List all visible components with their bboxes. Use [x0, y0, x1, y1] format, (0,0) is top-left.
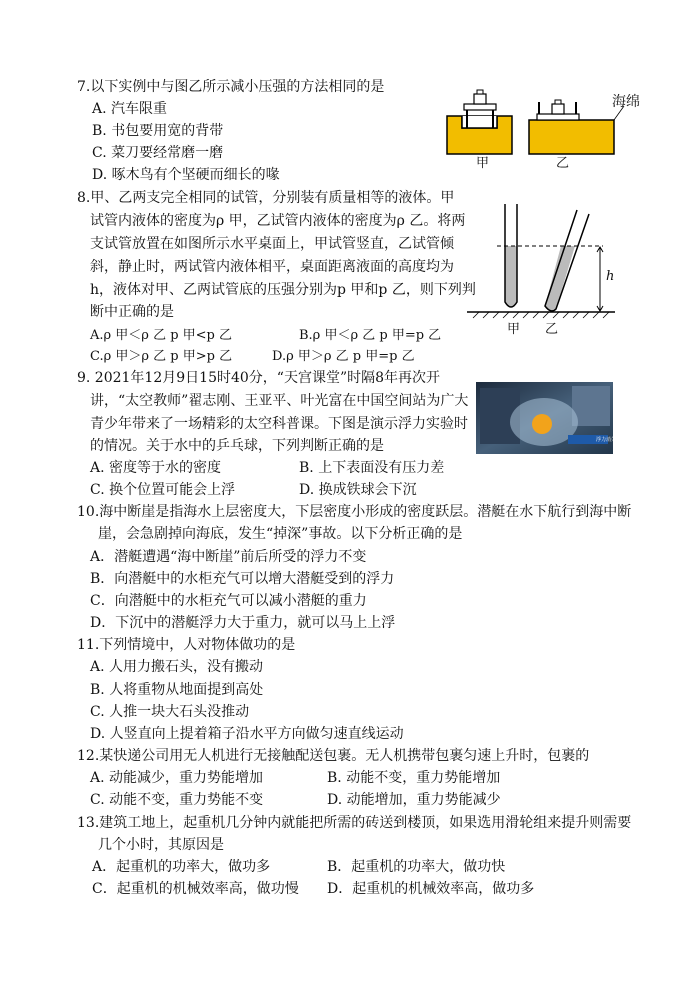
q8-line-1: 8.甲、乙两支完全相同的试管，分别装有质量相等的液体。甲	[77, 190, 455, 206]
q10-option-b: B．向潜艇中的水柜充气可以增大潜艇受到的浮力	[90, 571, 395, 587]
q13-option-d: D．起重机的机械效率高，做功多	[327, 881, 535, 897]
q8-figure-label-yi: 乙	[545, 322, 559, 337]
q9-line-1: 9. 2021年12月9日15时40分，“天宫课堂”时隔8年再次开	[77, 370, 441, 386]
q12-option-c: C. 动能不变，重力势能不变	[90, 792, 264, 808]
q7-option-c: C. 菜刀要经常磨一磨	[92, 145, 224, 161]
q13-line-1: 13.建筑工地上，起重机几分钟内就能把所需的砖送到楼顶，如果选用滑轮组来提升则需要	[77, 815, 632, 831]
q7-figure-label-sponge: 海绵	[612, 94, 640, 110]
q11-stem: 11.下列情境中，人对物体做功的是	[77, 637, 296, 653]
q8-line-4: 斜，静止时，两试管内液体相平，桌面距离液面的高度均为	[90, 259, 454, 275]
q10-line-1: 10.海中断崖是指海水上层密度大，下层密度小形成的密度跃层。潜艇在水下航行到海中断	[77, 504, 632, 520]
q8-option-a: A.ρ 甲＜ρ 乙 p 甲<p 乙	[90, 328, 233, 343]
q8-line-6: 断中正确的是	[90, 304, 174, 320]
q13-option-b: B．起重机的功率大，做功快	[327, 859, 506, 875]
q12-option-b: B. 动能不变，重力势能增加	[327, 770, 501, 786]
q11-option-d: D. 人竖直向上提着箱子沿水平方向做匀速直线运动	[90, 726, 404, 742]
q8-line-3: 支试管放置在如图所示水平桌面上，甲试管竖直，乙试管倾	[90, 236, 454, 252]
q8-figure-label-h: h	[606, 269, 615, 284]
q8-option-c: C.ρ 甲＞ρ 乙 p 甲>p 乙	[90, 349, 233, 364]
q9-photo-caption: 浮力消失实验	[596, 437, 627, 443]
q9-line-3: 青少年带来了一场精彩的太空科普课。下图是演示浮力实验时	[90, 416, 468, 432]
q9-space-photo	[476, 382, 613, 454]
q7-figure-label-yi: 乙	[556, 156, 570, 171]
q12-option-d: D. 动能增加，重力势能减少	[327, 792, 501, 808]
q11-option-c: C. 人推一块大石头没推动	[90, 704, 250, 720]
q8-figure-label-jia: 甲	[507, 322, 521, 337]
q11-option-b: B. 人将重物从地面提到高处	[90, 682, 264, 698]
q11-option-a: A. 人用力搬石头，没有搬动	[90, 659, 264, 675]
q10-option-d: D．下沉中的潜艇浮力大于重力，就可以马上上浮	[90, 615, 396, 631]
q7-option-d: D. 啄木鸟有个坚硬而细长的喙	[92, 167, 280, 183]
q7-option-a: A. 汽车限重	[92, 101, 168, 117]
q8-option-d: D.ρ 甲＞ρ 乙 p 甲=p 乙	[272, 349, 415, 364]
q7-stem: 7.以下实例中与图乙所示减小压强的方法相同的是	[77, 79, 385, 95]
q8-line-2: 试管内液体的密度为ρ 甲，乙试管内液体的密度为ρ 乙。将两	[90, 213, 466, 229]
q9-option-c: C. 换个位置可能会上浮	[90, 482, 236, 498]
q9-option-b: B. 上下表面没有压力差	[299, 460, 445, 476]
q8-test-tube-figure	[467, 196, 617, 326]
q7-option-b: B. 书包要用宽的背带	[92, 123, 224, 139]
q12-stem: 12.某快递公司用无人机进行无接触配送包裹。无人机携带包裹匀速上升时，包裹的	[77, 748, 590, 764]
q7-figure-label-jia: 甲	[476, 156, 490, 171]
q13-option-c: C．起重机的机械效率高，做功慢	[92, 881, 299, 897]
q10-line-2: 崖，会急剧掉向海底，发生“掉深”事故。以下分析正确的是	[98, 526, 463, 542]
q9-option-a: A. 密度等于水的密度	[90, 460, 222, 476]
q10-option-c: C．向潜艇中的水柜充气可以减小潜艇的重力	[90, 593, 367, 609]
q13-line-2: 几个小时，其原因是	[98, 837, 224, 853]
q8-line-5: h，液体对甲、乙两试管底的压强分别为p 甲和p 乙，则下列判	[90, 282, 476, 298]
q9-option-d: D. 换成铁球会下沉	[299, 482, 417, 498]
q10-option-a: A．潜艇遭遇“海中断崖”前后所受的浮力不变	[90, 549, 367, 565]
q8-option-b: B.ρ 甲＜ρ 乙 p 甲=p 乙	[299, 328, 442, 343]
q9-line-2: 讲，“太空教师”翟志刚、王亚平、叶光富在中国空间站为广大	[90, 393, 469, 409]
q12-option-a: A. 动能减少，重力势能增加	[90, 770, 264, 786]
q9-line-4: 的情况。关于水中的乒乓球，下列判断正确的是	[90, 438, 384, 454]
q13-option-a: A．起重机的功率大，做功多	[92, 859, 271, 875]
